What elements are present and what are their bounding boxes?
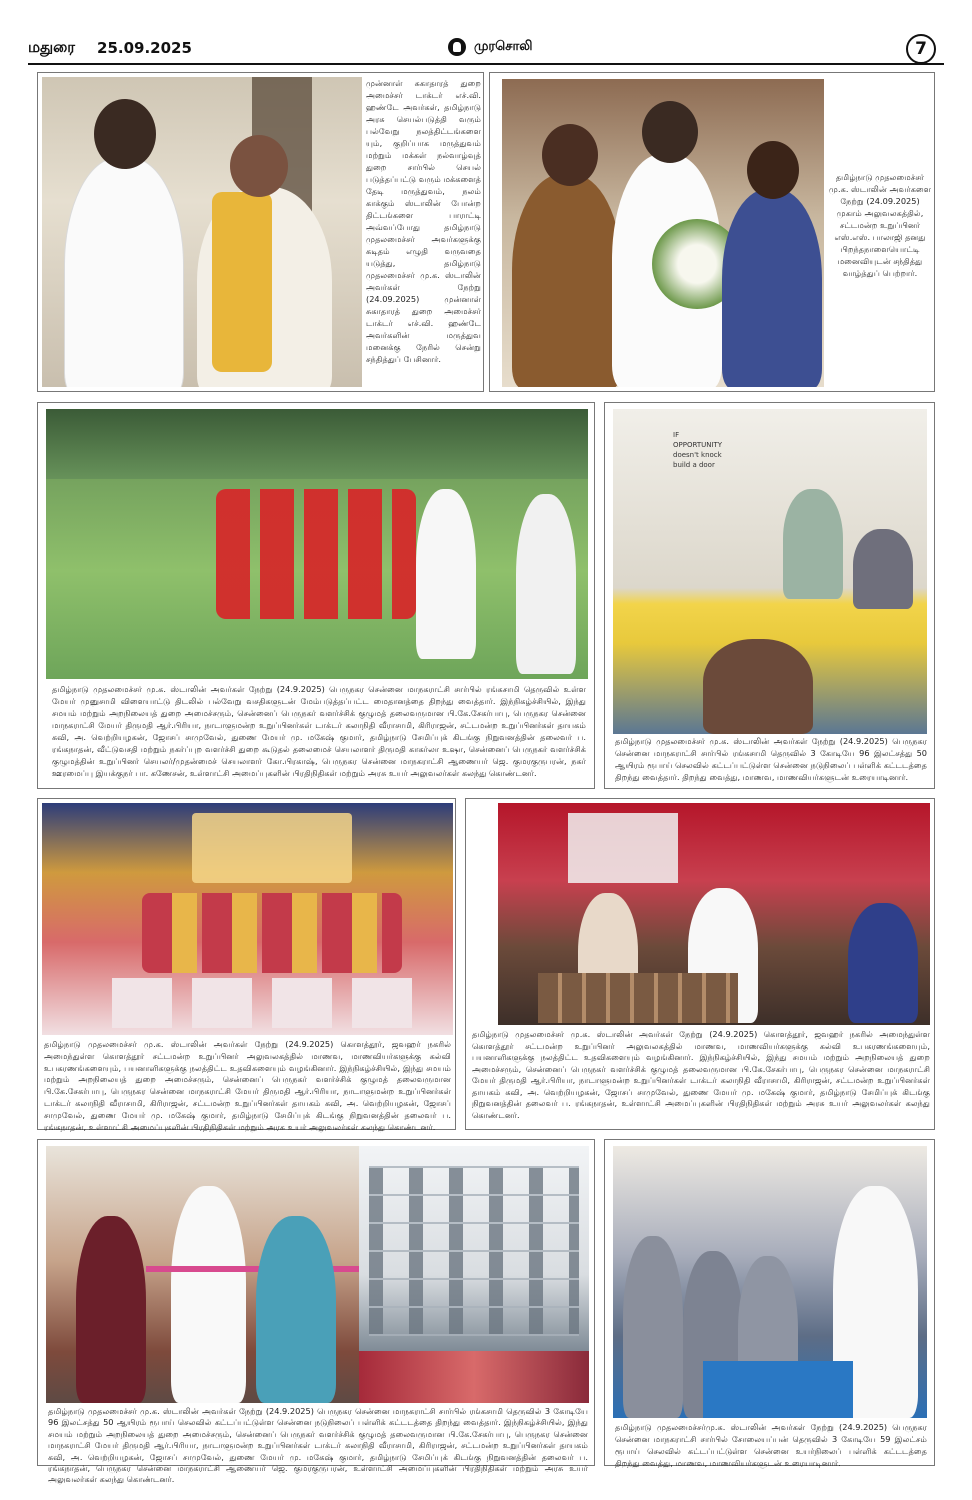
woman-maroon-saree — [76, 1216, 146, 1403]
story-kolathur-kits — [465, 798, 935, 1130]
beneficiaries-row — [142, 893, 402, 973]
wall-quote-line-3: doesn't knock — [673, 451, 722, 459]
edition-date: 25.09.2025 — [97, 39, 192, 57]
story-middle-school — [604, 402, 935, 789]
person-man-brown-head — [542, 124, 598, 186]
blue-desk — [703, 1361, 853, 1418]
photo-hande-visit — [42, 77, 362, 387]
person-right-head — [230, 135, 288, 197]
story-high-school — [604, 1139, 935, 1466]
photo-middle-school — [613, 409, 927, 734]
page-header — [28, 30, 944, 66]
student-checked-shirt — [783, 489, 843, 599]
wall-quote-line-2: OPPORTUNITY — [673, 441, 723, 449]
caption-high-school: தமிழ்நாடு முதலமைச்சர்மு.க. ஸ்டாலின் அவர்கள் நேற்று (24.9.2025) பெருநகர சென்னை மாநகராட்சி சார்பில் சோலையப்பன் தெருவில் 3 கோடியே 59 இலட்சம் ரூபாய் செலவில் கட்டப்பட்டுள்ள சென்னை உயர்நிலைப் பள்ளிக் கட்டடத்தை திறந்து வைத்து, மாணவ, மாணவியர்களுடன் உரையாடினார். — [615, 1422, 927, 1468]
header-rule — [28, 63, 944, 65]
student-girl-1 — [623, 1236, 683, 1418]
caption-playground: தமிழ்நாடு முதலமைச்சர் மு.க. ஸ்டாலின் அவர்கள் நேற்று (24.9.2025) பெருநகர சென்னை மாநகராட்சி சார்பில் ரங்கசாமி தெருவில் உள்ள மேயர் முனுசாமி விளையாட்டு திடலில் பல்வேறு வசதிகளுடன் மேம்படுத்தப்பட்ட மைதானத்தை திறந்து வைத்தார். இந்நிகழ்ச்சியில், இந்து சமயம் மற்றும் அறநிலையத் துறை அமைச்சரும், சென்னைப் பெருநகர் வளர்ச்சிக் குழுமத் தலைவருமான பி.கே.சேகர்பாபு, பெருநகர சென்னை மாநகராட்சி மேயர் திருமதி ஆர்.பிரியா, நாடாளுமன்ற உறுப்பினர்கள் டாக்டர் கலாநிதி வீராசாமி, கிரிராஜன், சட்டமன்ற உறுப்பினர்கள் தாயகம் கவி, அ. வெற்றியழகன், ஜோசப் சாமுவேல், துணை மேயர் மு. மகேஷ் குமார், தமிழ்நாடு சேமிப்புக் கிடங்கு நிறுவனத்தின் தலைவர் ப. ரங்கநாதன், வீட்டுவசதி மற்றும் நகர்ப்புற வளர்ச்சி துறை கூடுதல் தலைமைச் செயலாளர் திருமதி காகர்லா உஷா, சென்னைப் பெருநகர் வளர்ச்சிக் குழுமத்தின் உறுப்பினர் செயலர்/முதன்மைச் செயலாளர் கோ.பிரகாஷ், பெருநகர சென்னை மாநகராட்சி ஆணையர் ஜெ. குமரகுருபரன், நகர் ஊரமைப்பு இயக்குநர் பா. கணேசன், உள்ளாட்சி அமைப்புகளின் பிரதிநிதிகள் மற்றும் அரசு உயர் அலுவலர்கள் கலந்து கொண்டனர். — [52, 684, 586, 778]
official-white — [516, 494, 576, 674]
caption-kolathur-kits: தமிழ்நாடு முதலமைச்சர் மு.க. ஸ்டாலின் அவர்கள் நேற்று (24.9.2025) கொளத்தூர், ஜவஹர் நகரில் அமைந்துள்ள கொளத்தூர் சட்டமன்ற உறுப்பினர் அலுவலகத்தில் மாணவ, மாணவியர்களுக்கு கல்வி உபகரணங்களையும், பயனாளிகளுக்கு நலத்திட்ட உதவிகளையும் வழங்கினார். இந்நிகழ்ச்சியில், இந்து சமயம் மற்றும் அறநிலையத் துறை அமைச்சரும், சென்னைப் பெருநகர் வளர்ச்சிக் குழுமத் தலைவருமான பி.கே.சேகர்பாபு, பெருநகர சென்னை மாநகராட்சி மேயர் திருமதி ஆர்.பிரியா, நாடாளுமன்ற உறுப்பினர்கள் டாக்டர் கலாநிதி வீராசாமி, கிரிராஜன், சட்டமன்ற உறுப்பினர்கள் தாயகம் கவி, அ. வெற்றியழகன், ஜோசப் சாமுவேல், துணை மேயர் மு. மகேஷ் குமார், தமிழ்நாடு சேமிப்புக் கிடங்கு நிறுவனத்தின் தலைவர் ப. ரங்கநாதன், உள்ளாட்சி அமைப்புகளின் பிரதிநிதிகள் மற்றும் அரசு உயர் அலுவலர்கள் கலந்து கொண்டனர். — [472, 1029, 930, 1120]
photo-school-building — [359, 1146, 589, 1403]
masthead — [448, 38, 533, 56]
caption-middle-school: தமிழ்நாடு முதலமைச்சர் மு.க. ஸ்டாலின் அவர்கள் நேற்று (24.9.2025) பெருநகர சென்னை மாநகராட்சி சார்பில் ரங்கசாமி தெருவில் 3 கோடியே 96 இலட்சத்து 50 ஆயிரம் ரூபாய் செலவில் கட்டப்பட்டுள்ள சென்னை நடுநிலைப் பள்ளிக் கட்டடத்தை திறந்து வைத்தார். திறந்து வைத்து, மாணவ, மாணவியர்களுடன் உரையாடினார். — [615, 736, 927, 782]
sun-logo-icon — [448, 38, 466, 56]
photo-kolathur-aid — [42, 803, 453, 1035]
edition-city: மதுரை — [28, 38, 76, 56]
wall-quote-line-4: build a door — [673, 461, 715, 469]
person-left-head — [94, 99, 156, 169]
story-hande-visit — [37, 72, 484, 392]
person-man-brown — [512, 174, 622, 387]
story-playground-opening — [37, 402, 595, 789]
stage-banner — [192, 813, 352, 883]
sewing-machines — [112, 978, 412, 1028]
photo-balaji-greet — [502, 79, 824, 387]
wall-quote-line-1: IF — [673, 431, 680, 439]
person-center-head — [642, 101, 698, 163]
story-balaji-greet — [489, 72, 935, 392]
official-woman — [848, 903, 918, 1023]
shawl — [212, 192, 272, 372]
kit-boxes — [538, 973, 738, 1023]
person-woman-head — [747, 141, 799, 199]
chief-minister-ribbon — [171, 1186, 246, 1403]
photo-kolathur-kits — [498, 803, 930, 1025]
caption-balaji-greet: தமிழ்நாடு முதலமைச்சர் மு.க. ஸ்டாலின் அவர்களை நேற்று (24.09.2025) முகாம் அலுவலகத்தில், சட்டமன்ற உறுப்பினர் எஸ்.எஸ். பாலாஜி தனது பிறந்தநாளையொட்டி மனைவியுடன் சந்தித்து வாழ்த்துப் பெற்றார். — [828, 172, 932, 278]
caption-ribbon-cutting: தமிழ்நாடு முதலமைச்சர் மு.க. ஸ்டாலின் அவர்கள் நேற்று (24.9.2025) பெருநகர சென்னை மாநகராட்சி சார்பில் ரங்கசாமி தெருவில் 3 கோடியே 96 இலட்சத்து 50 ஆயிரம் ரூபாய் செலவில் கட்டப்பட்டுள்ள சென்னை நடுநிலைப் பள்ளிக் கட்டடத்தை திறந்து வைத்தார். இந்நிகழ்ச்சியில், இந்து சமயம் மற்றும் அறநிலையத் துறை அமைச்சரும், சென்னைப் பெருநகர் வளர்ச்சிக் குழுமத் தலைவருமான பி.கே.சேகர்பாபு, பெருநகர சென்னை மாநகராட்சி மேயர் திருமதி ஆர்.பிரியா, நாடாளுமன்ற உறுப்பினர்கள் டாக்டர் கலாநிதி வீராசாமி, கிரிராஜன், சட்டமன்ற உறுப்பினர்கள் தாயகம் கவி, அ. வெற்றியழகன், ஜோசப் சாமுவேல், துணை மேயர் மு. மகேஷ் குமார், தமிழ்நாடு சேமிப்புக் கிடங்கு நிறுவனத்தின் தலைவர் ப. ரங்கநாதன், பெருநகர சென்னை மாநகராட்சி ஆணையர் ஜெ. குமரகுருபரன், உள்ளாட்சி அமைப்புகளின் பிரதிநிதிகள் மற்றும் அரசு உயர் அலுவலர்கள் கலந்து கொண்டனர். — [48, 1406, 588, 1485]
stage-screen — [568, 813, 678, 883]
caption-hande-visit: முன்னாள் சுகாதாரத் துறை அமைச்சர் டாக்டர் எச்.வி. ஹண்டே அவர்கள், தமிழ்நாடு அரசு செயல்படுத்தி வரும் பல்வேறு நலத்திட்டங்களை யும், குறிப்பாக மருத்துவம் மற்றும் மக்கள் நல்வாழ்வுத் துறை சார்பில் செயல் படுத்தப்பட்டு வரும் மக்களைத் தேடி மருத்துவம், நலம் காக்கும் ஸ்டாலின் போன்ற திட்டங்களை பாராட்டி அவ்வப்போது தமிழ்நாடு முதலமைச்சர் அவர்களுக்கு கடிதம் எழுதி வருவதை யடுத்து, தமிழ்நாடு முதலமைச்சர் மு.க. ஸ்டாலின் அவர்கள் நேற்று (24.09.2025) முன்னாள் சுகாதாரத் துறை அமைச்சர் டாக்டர் எச்.வி. ஹண்டே அவர்களின் மருத்துவ மனைக்கு நேரில் சென்று சந்தித்துப் பேசினார். — [366, 78, 481, 364]
caption-kolathur-aid: தமிழ்நாடு முதலமைச்சர் மு.க. ஸ்டாலின் அவர்கள் நேற்று (24.9.2025) கொளத்தூர், ஜவஹர் நகரில் அமைந்துள்ள கொளத்தூர் சட்டமன்ற உறுப்பினர் அலுவலகத்தில் மாணவ, மாணவியர்களுக்கு கல்வி உபகரணங்களையும், பயனாளிகளுக்கு நலத்திட்ட உதவிகளையும் வழங்கினார். இந்நிகழ்ச்சியில், இந்து சமயம் மற்றும் அறநிலையத் துறை அமைச்சரும், சென்னைப் பெருநகர் வளர்ச்சிக் குழுமத் தலைவருமான பி.கே.சேகர்பாபு, பெருநகர சென்னை மாநகராட்சி மேயர் திருமதி ஆர்.பிரியா, நாடாளுமன்ற உறுப்பினர்கள் டாக்டர் கலாநிதி வீராசாமி, கிரிராஜன், சட்டமன்ற உறுப்பினர்கள் தாயகம் கவி, அ. வெற்றியழகன், ஜோசப் சாமுவேல், துணை மேயர் மு. மகேஷ் குமார், தமிழ்நாடு சேமிப்புக் கிடங்கு நிறுவனத்தின் தலைவர் ப. ரங்கநாதன், உள்ளாட்சி அமைப்புகளின் பிரதிநிதிகள் மற்றும் அரசு உயர் அலுவலர்கள் கலந்து கொண்டனர். — [44, 1039, 451, 1132]
student-right — [853, 529, 913, 609]
person-woman-saree — [722, 189, 822, 387]
story-ribbon-cutting — [37, 1139, 595, 1485]
photo-playground — [46, 409, 588, 679]
building-windows — [369, 1166, 579, 1336]
photo-high-school — [613, 1146, 927, 1418]
student-foreground — [703, 639, 813, 734]
story-kolathur-aid — [37, 798, 456, 1130]
fence-trees — [46, 409, 588, 479]
woman-blue-saree — [256, 1216, 336, 1403]
chief-minister — [416, 489, 476, 659]
masthead-title: முரசொலி — [474, 39, 533, 54]
person-left — [64, 157, 184, 387]
crowd — [359, 1351, 589, 1403]
page-number: 7 — [906, 34, 936, 64]
team-players-red — [216, 489, 416, 619]
photo-ribbon-cutting — [46, 1146, 359, 1403]
